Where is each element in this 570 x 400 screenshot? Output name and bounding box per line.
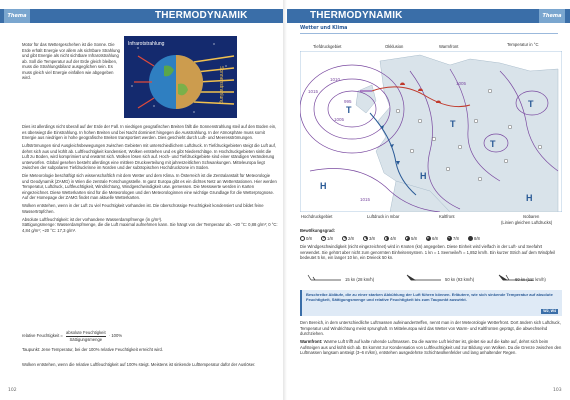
closing-text: Wolken entstehen, wenn die relative Luftfeuchtigkeit auf 100% steigt. Meistens ist sinkende Lufttemperatur dafür der Auslöser. — [22, 362, 256, 367]
page-number-left: 102 — [8, 388, 17, 393]
paragraph-radiation: Dies ist allerdings nicht überall auf der Erde der Fall. In niedrigen geografischen Breiten fällt die Sonnenstrahlung steil auf den Boden ein, es überwiegt die Einstrahlung. In hohen Breiten und bei Nacht dominiert hingegen die Ausstrahlung. In der Atmosphäre muss somit Energie aus niedrigen in hohe geografische Breiten transportiert werden. Dies geschieht durch Luft- und Meeresströmungen. — [22, 124, 277, 140]
bewoelkung-label: Bewölkungsgrad: — [300, 228, 336, 233]
cloud-cover-7 — [447, 236, 459, 241]
label-kaltfront: Kaltfront — [439, 214, 455, 219]
cloud-cover-6 — [426, 236, 438, 241]
isobar-value-6: 1015 — [360, 197, 371, 202]
subtitle-rule — [300, 33, 558, 34]
cloud-cover-6-icon — [426, 236, 431, 241]
warmfront-body: Warme Luft trifft auf kalte ruhende Luftmassen. Da die warme Luft leichter ist, gleitet sie auf die kalte auf, dehnt sich beim Aufsteigen aus und kühlt sich ab. Es kommt zur Kondensation von Luftfeuchtigkeit und zur Bildung von Wolken. Da die Grenze zwischen den Luftmassen langsam ansteigt (3–6 m/km), entstehen ausgedehnte Schichtwolkenfelder und lang anhaltender Regen. — [300, 339, 562, 356]
formula-fraction — [66, 330, 106, 342]
label-isobaren-sub: (Linien gleichen Luftdrucks) — [501, 220, 553, 225]
cloud-cover-2-icon — [342, 236, 347, 241]
formula-denominator: Sättigungsmenge — [69, 336, 103, 342]
paragraph-wind: Die Windgeschwindigkeit (nicht eingezeichnet) wird in Knoten (kn) angegeben. Diese Einheit wird vielfach in der Luft- und Seefahrt verwendet. Sie gehört aber nicht zum genormten Einheitensystem. 1 kn = 1 Seemeile/h = 1,852 km/h. Ein kurzer Strich auf dem Windpfeil bedeutet 5 kn, ein langer 10 kn, ein Dreieck 50 kn. — [300, 244, 556, 260]
sun-label: Sonnenstrahlung — [218, 66, 224, 104]
left-page — [0, 0, 283, 400]
warmfront-term: Warmfront: — [300, 339, 323, 345]
cloud-cover-4 — [384, 236, 396, 241]
pressure-H-3: H — [526, 193, 533, 203]
cloud-cover-6-label: 6/8 — [432, 236, 438, 241]
paragraph-saturation: Sättigungsmenge: Wasserdampfmenge, die die Luft maximal aufnehmen kann. Sie hängt von der Temperatur ab. ~20 °C: 0,88 g/m³; 0 °C: 4,84 g/m³; ~20 °C: 17,3 g/m³. — [22, 222, 278, 233]
cloud-cover-2 — [342, 236, 354, 241]
pressure-T-3: T — [528, 99, 534, 109]
paragraph-air-currents: Luftströmungen sind Ausgleichsbewegungen zwischen Gebieten mit unterschiedlichem Luftdruck. In Tiefdruckgebieten steigt die Luft auf, dehnt sich aus und kühlt ab. Luftfeuchtigkeit kondensiert, Wolken entstehen und es gibt Niederschläge. In Hochdruckgebieten sinkt die Luft zu Boden, wird komprimiert und erwärmt sich. Wolken lösen sich auf. Hoch- und Tiefdruckgebiete sind einer ständigen Veränderung unterworfen. Global gesehen besteht allerdings eine mittlere Druckverteilung mit jahreszeitlichen Schwankungen. Mitteleuropa liegt zwischen der subpolaren Tiefdruckrinne im Norden und der subtropischen Hochdruckzone im Süden. — [22, 143, 276, 171]
cloud-cover-1 — [321, 236, 333, 241]
paragraph-front: Den Bereich, in dem unterschiedliche Luftmassen aufeinandertreffen, nennt man in der Meteorologie Wetterfront. Dort ändern sich Luftdruck, Temperatur und Windrichtung meist sprunghaft. In Mitteleuropa wird das Wetter von Warm- und Kaltfronten geprägt, die abwechselnd durchziehen. — [300, 320, 561, 336]
page-number-right: 103 — [553, 388, 562, 393]
formula-block — [22, 330, 278, 342]
cloud-cover-7-label: 7/8 — [453, 236, 459, 241]
cloud-cover-4-icon — [384, 236, 389, 241]
intro-text: Motor für das Wettergeschehen ist die Sonne. Die Erde erhält Energie vor allem als sichtbare Strahlung und gibt Energie als nicht sichtbare Infrarotstrahlung ab. Soll die Temperatur auf der Erde gleich bleiben, muss die Strahlungsbilanz ausgeglichen sein. Es muss gleich viel Energie einfallen wie abgegeben wird. — [22, 42, 120, 80]
cloud-cover-scale — [300, 236, 480, 241]
cloud-cover-7-icon — [447, 236, 452, 241]
formula-numerator: absolute Feuchtigkeit — [66, 330, 106, 335]
pressure-T-1: T — [346, 105, 352, 115]
label-temp-unit: Temperatur in °C — [507, 42, 539, 47]
cloud-cover-3-label: 3/8 — [369, 236, 375, 241]
pressure-T-2: T — [450, 119, 456, 129]
cloud-cover-8-label: 8/8 — [474, 236, 480, 241]
topic-tab: Thema — [539, 9, 565, 23]
task-ref-badge: W2, W4 — [543, 308, 556, 313]
radiation-figure — [124, 36, 237, 118]
formula-label: relative Feuchtigkeit = — [22, 333, 63, 339]
task-info-box — [300, 290, 562, 316]
isobar-value-2: 1010 — [330, 77, 341, 82]
isobar-value-4: 995 — [344, 99, 352, 104]
cloud-cover-1-label: 1/8 — [327, 236, 333, 241]
pressure-T-4: T — [490, 139, 496, 149]
label-okklusion: Okklusion — [385, 44, 404, 49]
paragraph-clouds: Wolken entstehen, wenn in der Luft zu viel Feuchtigkeit vorhanden ist. Die überschüssige Feuchtigkeit kondensiert und bildet feine Wassertröpfchen. — [22, 203, 264, 214]
page-title: THERMODYNAMIK — [310, 10, 403, 21]
formula-factor: · 100% — [108, 333, 123, 339]
cloud-cover-8-icon — [468, 236, 473, 241]
cloud-cover-3 — [363, 236, 375, 241]
cloud-cover-0-icon — [300, 236, 305, 241]
cloud-cover-0-label: 0/8 — [306, 236, 312, 241]
label-luftdruck: Luftdruck in mbar — [367, 214, 400, 219]
wind-label-60: 60 kn (111 km/h) — [515, 277, 546, 282]
infrared-label: Infrarotstrahlung — [128, 41, 165, 47]
label-warmfront: Warmfront — [439, 44, 459, 49]
isobar-value-5: 1005 — [456, 81, 467, 86]
isobar-value-1: 1015 — [308, 89, 319, 94]
body-text — [22, 124, 278, 236]
task-text: Beschreibe Abläufe, die zu einer starken Abkühlung der Luft führen können. Erläutere, wie sich sinkende Temperatur auf absolute Feuchtigkeit, Sättigungsmenge und relative Feuchtigkeit bis zum Taupunkt auswirkt. — [306, 292, 553, 303]
cloud-cover-8 — [468, 236, 480, 241]
cloud-cover-5-label: 5/8 — [411, 236, 417, 241]
label-isobaren: Isobaren — [523, 214, 540, 219]
cloud-cover-3-icon — [363, 236, 368, 241]
wind-label-50: 50 kn (93 km/h) — [445, 277, 475, 282]
pressure-H-1: H — [320, 181, 327, 191]
label-hoch: Hochdruckgebiet — [301, 214, 333, 219]
cloud-cover-0 — [300, 236, 312, 241]
section-subtitle: Wetter und Klima — [300, 26, 348, 31]
paragraph-warmfront — [300, 339, 562, 356]
pressure-H-2: H — [420, 171, 427, 181]
right-page — [287, 0, 570, 400]
wind-label-15: 15 kn (28 km/h) — [345, 277, 375, 282]
topic-tab: Thema — [4, 9, 30, 23]
isobar-value-3: 1005 — [334, 117, 345, 122]
front-text — [300, 320, 562, 358]
paragraph-absolute-humidity: Absolute Luftfeuchtigkeit: ist der vorhandene Wasserdampfmenge (in g/m³). — [22, 216, 163, 222]
page-title: THERMODYNAMIK — [155, 10, 248, 21]
cloud-cover-5 — [405, 236, 417, 241]
cloud-cover-5-icon — [405, 236, 410, 241]
cloud-cover-2-label: 2/8 — [348, 236, 354, 241]
cloud-cover-1-icon — [321, 236, 326, 241]
paragraph-meteorology: Die Meteorologie beschäftigt sich wissenschaftlich mit dem Wetter und dem Klima. In Österreich ist die Zentralanstalt für Meteorologie und Geodynamik (ZAMG) in Wien die zentrale Forschungsstelle. In ganz Europa gibt es ein dichtes Netz an Wetterstationen. Hier werden Temperatur, Luftdruck, Luftfeuchtigkeit, Windrichtung, Windgeschwindigkeit usw. gemessen. Die Messwerte werden in Karten eingezeichnet. Diese Wetterkarten sind für die Meteorologen und den Meteorologinnen eine wichtige Grundlage für die Wetterprognose. Auf der Homepage der ZAMG findet man aktuelle Wetterkarten. — [22, 173, 277, 201]
weather-map — [300, 51, 562, 212]
label-tiefdruck: Tiefdruckgebiet — [313, 44, 342, 49]
dewpoint-text: Taupunkt: Jene Temperatur, bei der 100% relative Feuchtigkeit erreicht wird. — [22, 347, 163, 352]
cloud-cover-4-label: 4/8 — [390, 236, 396, 241]
